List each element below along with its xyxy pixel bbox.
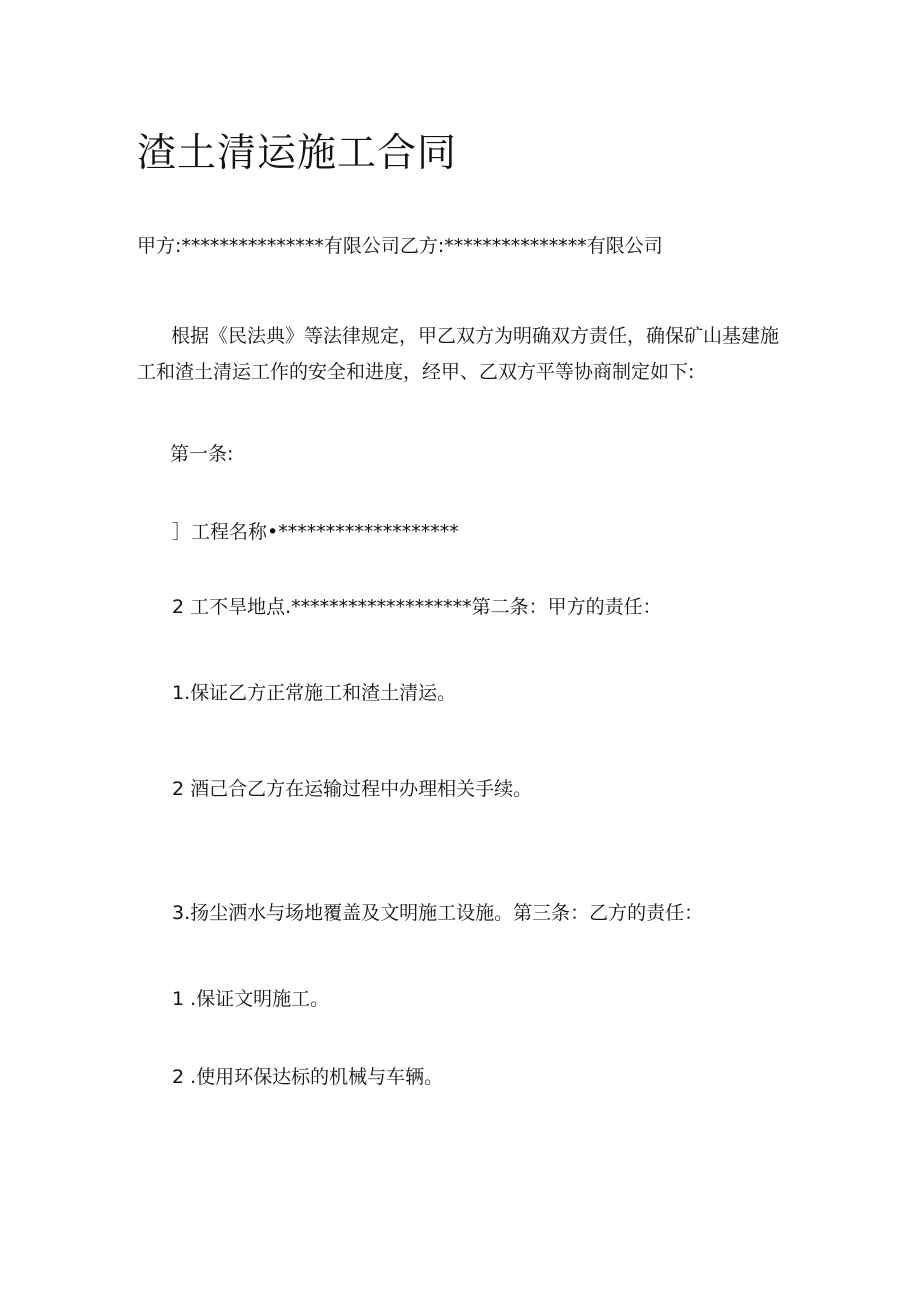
- article-1-heading: 第一条:: [170, 443, 234, 465]
- party-a-duty-1: 1.保证乙方正常施工和渣土清运。: [172, 682, 457, 704]
- party-b-duty-2: 2 .使用环保达标的机械与车辆。: [172, 1066, 444, 1088]
- project-name-item: ］工程名称•*******************: [172, 521, 459, 543]
- intro-paragraph: 根据《民法典》等法律规定，甲乙双方为明确双方责任，确保矿山基建施工和渣土清运工作的安全和进度，经甲、乙双方平等协商制定如下:: [137, 325, 780, 383]
- party-a-duty-3: 3.扬尘洒水与场地覆盖及文明施工设施。第三条：乙方的责任：: [172, 902, 704, 924]
- project-location-item: 2 工不旱地点.*******************第二条：甲方的责任：: [172, 596, 662, 618]
- document-title: 渣土清运施工合同: [137, 131, 458, 176]
- party-b-duty-1: 1 .保证文明施工。: [172, 988, 330, 1010]
- party-a-duty-2: 2 酒己合乙方在运输过程中办理相关手续。: [172, 778, 533, 800]
- parties-line: 甲方:***************有限公司乙方:***************有限公司: [137, 235, 663, 257]
